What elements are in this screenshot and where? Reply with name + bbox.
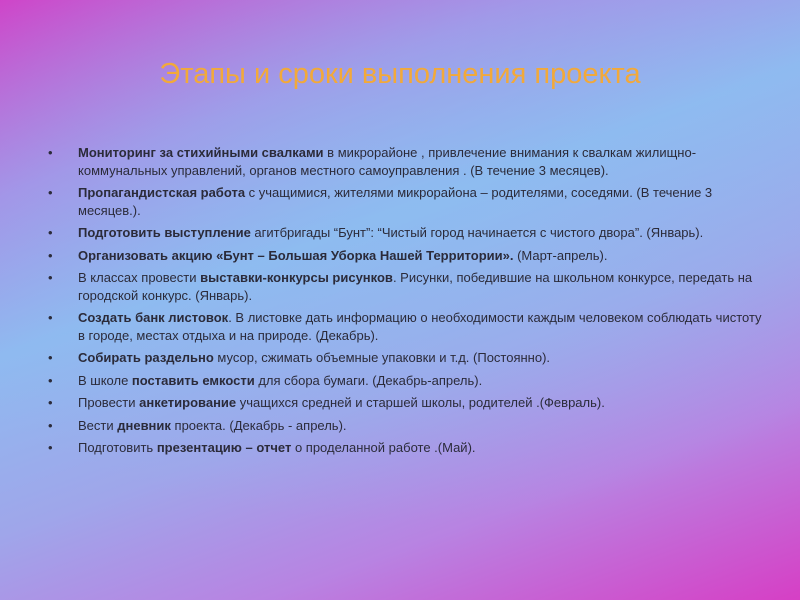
bullet-dot-icon: • <box>48 395 53 410</box>
bullet-text-bold: Создать банк листовок <box>78 310 229 325</box>
bullet-text-bold: анкетирование <box>139 395 237 410</box>
slide-title: Этапы и сроки выполнения проекта <box>159 58 641 90</box>
bullet-item <box>48 349 766 367</box>
bullet-text: в микрорайоне , привлечение внимания к свалкам жилищно-коммунальных управлений, органов местного самоуправления . (В течение 3 месяцев). <box>78 145 697 178</box>
bullet-text: о проделанной работе .(Май). <box>291 440 476 455</box>
bullet-dot-icon: • <box>48 310 53 325</box>
bullet-text: учащихся средней и старшей школы, родителей .(Февраль). <box>236 395 605 410</box>
bullet-text: проекта. (Декабрь - апрель). <box>170 417 347 433</box>
bullet-text-bold: Мониторинг за стихийными свалками <box>78 145 324 160</box>
bullet-text: агитбригады “Бунт”: “Чистый город начинается с чистого двора”. (Январь). <box>250 225 704 240</box>
bullet-dot-icon: • <box>48 225 53 240</box>
bullet-text-bold: поставить емкости <box>131 372 255 388</box>
bullet-dot-icon: • <box>48 417 53 433</box>
bullet-item <box>48 247 766 265</box>
bullet-dot-icon: • <box>48 185 53 200</box>
bullet-dot-icon: • <box>48 440 53 455</box>
bullet-text: с учащимися, жителями микрорайона – родителями, соседями. (В течение 3 месяцев.). <box>78 185 713 218</box>
bullet-text-bold: презентацию – отчет <box>156 440 292 455</box>
bullet-dot-icon: • <box>48 247 53 263</box>
bullet-text: Вести <box>78 417 118 433</box>
bullet-item <box>48 372 766 390</box>
bullet-item <box>48 309 766 344</box>
bullet-item <box>48 224 766 242</box>
bullet-dot-icon: • <box>48 372 53 388</box>
bullet-dot-icon: • <box>48 145 53 160</box>
bullet-item <box>48 144 766 179</box>
bullet-text-bold: дневник <box>117 417 171 433</box>
bullet-text: Провести <box>78 395 140 410</box>
bullet-dot-icon: • <box>48 270 53 285</box>
bullet-text: (Март-апрель). <box>513 247 608 263</box>
bullet-item <box>48 417 766 435</box>
bullet-text: . В листовке дать информацию о необходимости каждым человеком соблюдать чистоту в городе, местах отдыха и на природе. (Декабрь). <box>78 310 762 343</box>
bullet-item <box>48 184 766 219</box>
bullet-text-bold: Пропагандистская работа <box>78 185 246 200</box>
bullet-text-bold: Организовать акцию «Бунт – Большая Уборка Нашей Территории». <box>78 247 514 263</box>
bullet-text: . Рисунки, победившие на школьном конкурсе, передать на городской конкурс. (Январь). <box>78 270 753 303</box>
bullet-item <box>48 439 766 457</box>
bullet-text-bold: Подготовить выступление <box>78 225 251 240</box>
bullet-text: В классах провести <box>78 270 201 285</box>
bullet-item <box>48 269 766 304</box>
bullet-text-bold: выставки-конкурсы рисунков <box>200 270 393 285</box>
bullet-text: мусор, сжимать объемные упаковки и т.д. (Постоянно). <box>213 350 551 365</box>
bullet-dot-icon: • <box>48 350 53 365</box>
bullet-text: Подготовить <box>78 440 157 455</box>
bullet-text: для сбора бумаги. (Декабрь-апрель). <box>254 372 483 388</box>
bullet-text: В школе <box>78 372 132 388</box>
bullet-item <box>48 394 766 412</box>
bullet-text-bold: Собирать раздельно <box>78 350 214 365</box>
bullet-list <box>48 144 766 462</box>
